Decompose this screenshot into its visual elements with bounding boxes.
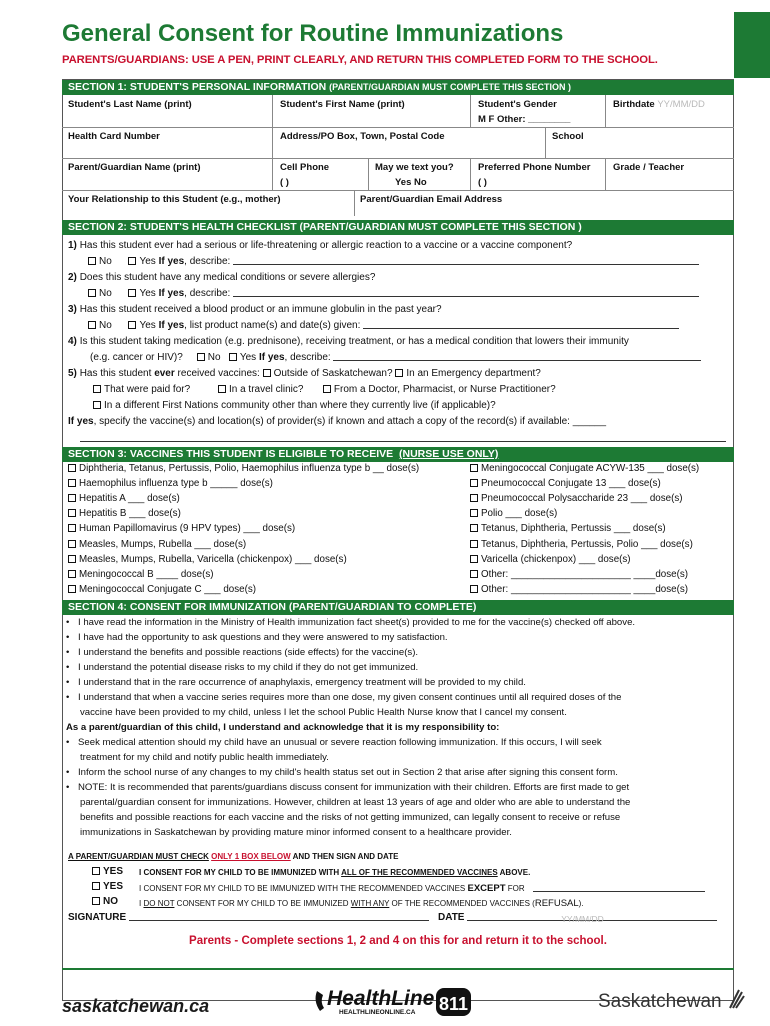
vaccine-item[interactable] xyxy=(68,508,181,519)
healthline-url: HEALTHLINEONLINE.CA xyxy=(339,1009,416,1016)
q2-yes-checkbox[interactable] xyxy=(128,289,136,297)
phone-icon xyxy=(316,991,324,1011)
school-field[interactable]: School xyxy=(552,131,584,142)
opt3-e: ). xyxy=(578,899,584,908)
resp-bullet-3-cont-1: parental/guardian consent for immunizations. However, children at least 13 years of age and older who are able to understand the xyxy=(80,797,631,808)
consent-bullet-1-text: I have read the information in the Ministry of Health immunization fact sheet(s) provided to me for the vaccine(s) checked off above. xyxy=(78,617,636,628)
resp-bullet-2: • Inform the school nurse of any changes to my child's health status set out in Section 2 that arise after signing this consent form. xyxy=(66,767,618,778)
instr-part-b: AND THEN SIGN AND DATE xyxy=(292,852,399,861)
grade-teacher-field[interactable]: Grade / Teacher xyxy=(613,162,685,173)
cell-phone-paren: ( ) xyxy=(280,177,289,188)
q5-doctor-label: From a Doctor, Pharmacist, or Nurse Practitioner? xyxy=(333,384,556,395)
q5-specify-text: , specify the vaccine(s) and location(s) of provider(s) if known and attach a copy of the record(s) if available: ______ xyxy=(93,416,607,427)
vaccine-item[interactable] xyxy=(68,554,347,565)
footer-divider xyxy=(62,968,734,970)
responsibility-heading: As a parent/guardian of this child, I understand and acknowledge that it is my responsibility to: xyxy=(66,722,500,733)
health-card-field[interactable]: Health Card Number xyxy=(68,131,160,142)
consent-bullet-6-cont: vaccine have been provided to my child, unless I let the school Public Health Nurse know that I cancel my consent. xyxy=(80,707,567,718)
q1-describe: , describe: xyxy=(184,256,231,267)
q5-outside-checkbox[interactable] xyxy=(263,369,271,377)
wheat-icon xyxy=(727,988,745,1010)
opt2-c: FOR xyxy=(507,884,525,893)
saskatchewan-wordmark: Saskatchewan xyxy=(598,991,722,1012)
q1-yes-label: Yes xyxy=(139,256,156,267)
resp-bullet-1-text: Seek medical attention should my child have an unusual or severe reaction following immunization. If this occurs, I will seek xyxy=(78,737,602,748)
vaccine-item[interactable] xyxy=(470,478,661,489)
birthdate-label: Birthdate xyxy=(613,99,655,110)
page-title: General Consent for Routine Immunizations xyxy=(62,20,564,47)
resp-bullet-1: • Seek medical attention should my child have an unusual or severe reaction following immunization. If this occurs, I will seek xyxy=(66,737,602,748)
q5-er-label: In an Emergency department? xyxy=(406,368,541,379)
birthdate-field[interactable] xyxy=(613,99,705,110)
no-label: NO xyxy=(103,896,118,907)
resp-bullet-3-text: NOTE: It is recommended that parents/guardians discuss consent for immunization with their children. Efforts are first made to get xyxy=(78,782,630,793)
address-field[interactable]: Address/PO Box, Town, Postal Code xyxy=(280,131,445,142)
preferred-phone-paren: ( ) xyxy=(478,177,487,188)
vaccine-label: Tetanus, Diphtheria, Pertussis, Polio ___ dose(s) xyxy=(481,538,693,550)
consent-yes-all-text xyxy=(139,868,530,877)
q5-outside-label: Outside of Saskatchewan? xyxy=(273,368,393,379)
opt3-b: CONSENT FOR MY CHILD TO BE IMMUNIZED xyxy=(176,899,349,908)
q5-if-yes: If yes xyxy=(68,416,94,427)
q5-fn-checkbox[interactable] xyxy=(93,401,101,409)
q3-if-yes: If yes xyxy=(158,320,185,331)
vaccine-checkbox[interactable] xyxy=(68,464,76,472)
q3-list-line[interactable] xyxy=(363,328,679,329)
question-4-text-cont: (e.g. cancer or HIV)? xyxy=(90,352,183,363)
vaccine-item[interactable] xyxy=(470,554,631,565)
last-name-field[interactable]: Student's Last Name (print) xyxy=(68,99,192,110)
vaccine-label: Measles, Mumps, Rubella, Varicella (chickenpox) ___ dose(s) xyxy=(79,553,347,565)
vaccine-item[interactable] xyxy=(68,523,295,534)
text-permission-options: Yes No xyxy=(395,177,427,188)
q2-yes-label: Yes xyxy=(139,288,156,299)
question-2-text: Does this student have any medical conditions or severe allergies? xyxy=(79,272,376,283)
vaccine-label: Varicella (chickenpox) ___ dose(s) xyxy=(481,553,631,565)
q4-describe-line[interactable] xyxy=(333,360,701,361)
vaccine-checkbox[interactable] xyxy=(470,555,478,563)
vaccine-checkbox[interactable] xyxy=(470,585,478,593)
q1-no-checkbox[interactable] xyxy=(88,257,96,265)
q5-specify-line[interactable] xyxy=(80,441,726,442)
q3-yes-label: Yes xyxy=(139,320,156,331)
q4-yes-checkbox[interactable] xyxy=(229,353,237,361)
resp-bullet-3-cont-2: benefits and possible reactions for each vaccine and the risks of not getting immunized, can legally consent to receive or refuse xyxy=(80,812,621,823)
q1-no-label: No xyxy=(99,256,112,267)
healthline-logo-graphic xyxy=(313,983,473,1021)
q5-travel-checkbox[interactable] xyxy=(218,385,226,393)
opt3-u2: WITH ANY xyxy=(350,899,390,908)
vaccine-item[interactable] xyxy=(470,463,699,474)
q2-no-checkbox[interactable] xyxy=(88,289,96,297)
consent-no[interactable] xyxy=(92,896,118,907)
vaccine-checkbox[interactable] xyxy=(470,509,478,517)
birthdate-format: YY/MM/DD xyxy=(657,99,705,110)
question-4: 4) Is this student taking medication (e.g. prednisone), receiving treatment, or has a medical condition that lowers their immunity xyxy=(68,336,629,347)
q1-if-yes: If yes xyxy=(158,256,185,267)
question-2-answers xyxy=(88,288,699,299)
vaccine-checkbox[interactable] xyxy=(470,570,478,578)
check-one-instruction xyxy=(68,852,398,861)
opt2-a: I CONSENT FOR MY CHILD TO BE IMMUNIZED WITH THE RECOMMENDED VACCINES xyxy=(139,884,466,893)
q4-yes-label: Yes xyxy=(239,352,257,363)
consent-bullet-5: • I understand that in the rare occurrence of anaphylaxis, emergency treatment will be provided to my child. xyxy=(66,677,526,688)
vaccine-item[interactable] xyxy=(68,539,246,550)
vaccine-item[interactable] xyxy=(470,493,683,504)
date-field[interactable] xyxy=(438,912,717,923)
vaccine-label: Diphtheria, Tetanus, Pertussis, Polio, Haemophilus influenza type b __ dose(s) xyxy=(79,463,420,474)
q5-fn-label: In a different First Nations community other than where they currently live (if applicable)? xyxy=(104,400,496,411)
instr-part-a: A PARENT/GUARDIAN MUST CHECK xyxy=(68,852,209,861)
opt3-a: I xyxy=(139,899,142,908)
q2-no-label: No xyxy=(99,288,112,299)
question-3-text: Has this student received a blood product or an immune globulin in the past year? xyxy=(79,304,442,315)
opt1-u: ALL OF THE RECOMMENDED VACCINES xyxy=(341,868,498,877)
question-5-specify xyxy=(68,416,606,427)
vaccine-item[interactable] xyxy=(470,523,666,534)
vaccine-checkbox[interactable] xyxy=(68,479,76,487)
resp-bullet-3-cont-3: immunizations in Saskatchewan by providing mature minor informed consent to a healthcare provider. xyxy=(80,827,512,838)
consent-bullet-6-text: I understand that when a vaccine series requires more than one dose, my given consent continues until all required doses of the xyxy=(78,692,622,703)
consent-bullet-2: • I have had the opportunity to ask questions and they were answered to my satisfaction. xyxy=(66,632,448,643)
vaccine-checkbox[interactable] xyxy=(68,570,76,578)
consent-bullet-2-text: I have had the opportunity to ask questions and they were answered to my satisfaction. xyxy=(78,632,448,643)
section-4-header: SECTION 4: CONSENT FOR IMMUNIZATION (PARENT/GUARDIAN TO COMPLETE) xyxy=(62,600,734,615)
relationship-field[interactable]: Your Relationship to this Student (e.g., mother) xyxy=(68,194,281,205)
consent-yes-except[interactable] xyxy=(92,881,123,892)
question-5-row-3 xyxy=(93,400,496,411)
question-5-text-rest: received vaccines: xyxy=(177,368,260,379)
consent-bullet-6: • I understand that when a vaccine series requires more than one dose, my given consent continues until all required doses of the xyxy=(66,692,622,703)
question-5-row-2 xyxy=(93,384,556,395)
question-1-answers xyxy=(88,256,699,267)
question-3: 3) Has this student received a blood product or an immune globulin in the past year? xyxy=(68,304,442,315)
opt1-b: ABOVE. xyxy=(499,868,531,877)
q4-if-yes: If yes xyxy=(258,352,285,363)
vaccine-label: Pneumococcal Conjugate 13 ___ dose(s) xyxy=(481,478,661,490)
signature-field[interactable] xyxy=(68,912,429,923)
signature-line[interactable] xyxy=(129,920,429,921)
q2-describe-line[interactable] xyxy=(233,296,699,297)
vaccine-label: Human Papillomavirus (9 HPV types) ___ dose(s) xyxy=(79,523,296,535)
resp-bullet-3: • NOTE: It is recommended that parents/guardians discuss consent for immunization with their children. Efforts are first made to get xyxy=(66,782,630,793)
opt3-d: REFUSAL xyxy=(534,898,579,909)
healthline-logo xyxy=(313,983,473,1026)
q5-travel-label: In a travel clinic? xyxy=(228,384,304,395)
question-5-ever: ever xyxy=(154,368,175,379)
vaccine-item[interactable] xyxy=(470,508,557,519)
q4-no-label: No xyxy=(207,352,221,363)
consent-yes-all[interactable] xyxy=(92,866,123,877)
footer-website[interactable]: saskatchewan.ca xyxy=(62,996,210,1016)
signature-label: SIGNATURE xyxy=(68,912,127,923)
vaccine-item[interactable] xyxy=(470,584,688,595)
section-1-title: SECTION 1: STUDENT'S PERSONAL INFORMATION xyxy=(68,81,327,93)
yes-except-label: YES xyxy=(103,881,124,892)
vaccine-label: Polio ___ dose(s) xyxy=(481,508,558,520)
consent-bullet-4-text: I understand the potential disease risks to my child if they do not get immunized. xyxy=(78,662,419,673)
vaccine-item[interactable] xyxy=(68,478,273,489)
section-1-note: (PARENT/GUARDIAN MUST COMPLETE THIS SECTION ) xyxy=(329,82,571,92)
vaccine-label: Other: ______________________ ____dose(s) xyxy=(481,583,688,595)
consent-bullet-1: • I have read the information in the Ministry of Health immunization fact sheet(s) provided to me for the vaccine(s) checked off above. xyxy=(66,617,636,628)
resp-bullet-1-cont: treatment for my child and notify public health immediately. xyxy=(80,752,329,763)
q2-describe: , describe: xyxy=(184,288,231,299)
vaccine-label: Hepatitis A ___ dose(s) xyxy=(79,493,180,505)
opt2-b: EXCEPT xyxy=(467,883,506,894)
section-1-header xyxy=(62,80,734,95)
vaccine-label: Measles, Mumps, Rubella ___ dose(s) xyxy=(79,538,247,550)
text-permission-field[interactable]: May we text you? xyxy=(375,162,454,173)
q3-no-checkbox[interactable] xyxy=(88,321,96,329)
instructions-subtitle: PARENTS/GUARDIANS: USE A PEN, PRINT CLEARLY, AND RETURN THIS COMPLETED FORM TO THE SCHOOL. xyxy=(62,54,658,66)
yes-all-label: YES xyxy=(103,866,124,877)
vaccine-item[interactable] xyxy=(68,569,214,580)
vaccine-item[interactable] xyxy=(68,493,180,504)
vaccine-label: Other: ______________________ ____dose(s) xyxy=(481,568,688,580)
question-1: 1) Has this student ever had a serious or life-threatening or allergic reaction to a vaccine or a vaccine component? xyxy=(68,240,573,251)
vaccine-checkbox[interactable] xyxy=(68,585,76,593)
question-2: 2) Does this student have any medical conditions or severe allergies? xyxy=(68,272,376,283)
vaccine-checkbox[interactable] xyxy=(68,540,76,548)
section-2-header: SECTION 2: STUDENT'S HEALTH CHECKLIST (PARENT/GUARDIAN MUST COMPLETE THIS SECTION ) xyxy=(62,220,734,235)
section-3-title: SECTION 3: VACCINES THIS STUDENT IS ELIGIBLE TO RECEIVE xyxy=(68,448,394,460)
vaccine-label: Meningococcal B ____ dose(s) xyxy=(79,568,214,580)
healthline-number: 811 xyxy=(438,994,469,1014)
preferred-phone-field[interactable]: Preferred Phone Number xyxy=(478,162,591,173)
gender-field[interactable]: Student's Gender xyxy=(478,99,557,110)
first-name-field[interactable]: Student's First Name (print) xyxy=(280,99,405,110)
question-5: 5) Has this student ever received vaccines: Outside of Saskatchewan? In an Emergency department? xyxy=(68,368,541,379)
q5-er-checkbox[interactable] xyxy=(395,369,403,377)
q1-describe-line[interactable] xyxy=(233,264,699,265)
consent-bullet-4: • I understand the potential disease risks to my child if they do not get immunized. xyxy=(66,662,419,673)
question-1-text: Has this student ever had a serious or life-threatening or allergic reaction to a vaccine or a vaccine component? xyxy=(79,240,573,251)
vaccine-label: Meningococcal Conjugate ACYW-135 ___ dose(s) xyxy=(481,463,700,474)
consent-bullet-3-text: I understand the benefits and possible reactions (side effects) for the vaccine(s). xyxy=(78,647,419,658)
date-format: YY/MM/DD xyxy=(561,914,604,924)
question-5-text: Has this student xyxy=(79,368,152,379)
vaccine-label: Haemophilus influenza type b _____ dose(s) xyxy=(79,478,273,490)
opt3-u: DO NOT xyxy=(143,899,175,908)
q3-list: , list product name(s) and date(s) given: xyxy=(184,320,361,331)
question-4-text: Is this student taking medication (e.g. prednisone), receiving treatment, or has a medical condition that lowers their immunity xyxy=(79,336,629,347)
vaccine-checkbox[interactable] xyxy=(68,494,76,502)
question-4-answers xyxy=(90,352,701,363)
vaccine-item[interactable] xyxy=(470,569,688,580)
q2-if-yes: If yes xyxy=(158,288,185,299)
parents-note: Parents - Complete sections 1, 2 and 4 on this for and return it to the school. xyxy=(189,935,607,947)
consent-yes-except-text xyxy=(139,883,705,894)
gender-options: M F Other: ________ xyxy=(478,114,571,125)
vaccine-item[interactable] xyxy=(68,584,256,595)
vaccine-item[interactable] xyxy=(470,539,693,550)
q3-yes-checkbox[interactable] xyxy=(128,321,136,329)
date-label: DATE xyxy=(438,912,465,923)
vaccine-checkbox[interactable] xyxy=(470,464,478,472)
vaccine-label: Hepatitis B ___ dose(s) xyxy=(79,508,181,520)
section-3-note: (NURSE USE ONLY) xyxy=(399,448,499,460)
consent-bullet-5-text: I understand that in the rare occurrence of anaphylaxis, emergency treatment will be provided to my child. xyxy=(78,677,526,688)
vaccine-checkbox[interactable] xyxy=(470,540,478,548)
vaccine-label: Meningococcal Conjugate C ___ dose(s) xyxy=(79,583,256,595)
healthline-wordmark: HealthLine xyxy=(327,987,435,1010)
vaccine-checkbox[interactable] xyxy=(68,509,76,517)
q3-no-label: No xyxy=(99,320,112,331)
corner-tab xyxy=(734,12,770,78)
vaccine-item[interactable] xyxy=(68,463,419,474)
resp-bullet-2-text: Inform the school nurse of any changes to my child's health status set out in Section 2 that arise after signing this consent form. xyxy=(78,767,618,778)
consent-bullet-3: • I understand the benefits and possible reactions (side effects) for the vaccine(s). xyxy=(66,647,419,658)
vaccine-checkbox[interactable] xyxy=(68,524,76,532)
email-field[interactable]: Parent/Guardian Email Address xyxy=(360,194,503,205)
consent-no-text xyxy=(139,898,584,909)
parent-name-field[interactable]: Parent/Guardian Name (print) xyxy=(68,162,201,173)
vaccine-checkbox[interactable] xyxy=(470,524,478,532)
q5-doctor-checkbox[interactable] xyxy=(323,385,331,393)
vaccine-checkbox[interactable] xyxy=(68,555,76,563)
date-line[interactable] xyxy=(467,914,717,924)
q5-paid-checkbox[interactable] xyxy=(93,385,101,393)
vaccine-label: Pneumococcal Polysaccharide 23 ___ dose(s) xyxy=(481,493,683,505)
opt1-a: I CONSENT FOR MY CHILD TO BE IMMUNIZED WITH xyxy=(139,868,340,877)
vaccine-checkbox[interactable] xyxy=(470,494,478,502)
opt3-c: OF THE RECOMMENDED VACCINES ( xyxy=(391,899,535,908)
q4-no-checkbox[interactable] xyxy=(197,353,205,361)
q1-yes-checkbox[interactable] xyxy=(128,257,136,265)
except-line[interactable] xyxy=(533,891,705,892)
q4-describe: , describe: xyxy=(284,352,331,363)
q5-paid-label: That were paid for? xyxy=(104,384,191,395)
vaccine-checkbox[interactable] xyxy=(470,479,478,487)
section-3-header xyxy=(62,447,734,462)
vaccine-label: Tetanus, Diphtheria, Pertussis ___ dose(s) xyxy=(481,523,666,535)
cell-phone-field[interactable]: Cell Phone xyxy=(280,162,330,173)
saskatchewan-logo xyxy=(598,988,745,1013)
question-3-answers xyxy=(88,320,679,331)
instr-red: ONLY 1 BOX BELOW xyxy=(211,852,291,861)
